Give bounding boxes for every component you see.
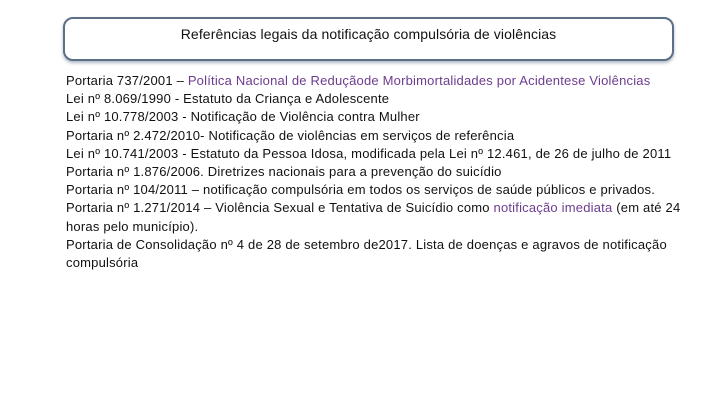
reference-item (66, 90, 691, 108)
reference-text: Lei nº 10.778/2003 - Notificação de Violência contra Mulher (66, 109, 420, 125)
title-box (63, 17, 674, 61)
reference-item (66, 127, 691, 145)
reference-text: Portaria de Consolidação nº 4 de 28 de setembro de2017. Lista de doenças e agravos de notificação compulsória (66, 236, 667, 271)
reference-text: Portaria nº 104/2011 – notificação compulsória em todos os serviços de saúde públicos e privados. (66, 182, 656, 198)
reference-suffix: (em até 24 horas pelo município). (66, 200, 681, 234)
reference-item (66, 236, 691, 272)
reference-item (66, 72, 691, 90)
reference-highlight: notificação imediata (493, 200, 613, 216)
page-title: Referências legais da notificação compulsória de violências (180, 26, 557, 42)
reference-text: Lei nº 8.069/1990 - Estatuto da Criança e Adolescente (66, 91, 390, 107)
reference-item (66, 108, 691, 126)
reference-text: Portaria 737/2001 – (66, 73, 188, 88)
reference-item (66, 163, 691, 181)
reference-item (66, 199, 691, 235)
reference-text: Portaria nº 1.271/2014 – Violência Sexual e Tentativa de Suicídio como (66, 200, 494, 216)
reference-text: Lei nº 10.741/2003 - Estatuto da Pessoa Idosa, modificada pela Lei nº 12.461, de 26 de julho de 2011 (66, 145, 672, 161)
legal-references-list (66, 72, 691, 272)
reference-text: Portaria nº 1.876/2006. Diretrizes nacionais para a prevenção do suicídio (66, 164, 502, 180)
reference-item (66, 145, 691, 163)
reference-text: Portaria nº 2.472/2010- Notificação de violências em serviços de referência (66, 127, 515, 143)
reference-item (66, 181, 691, 199)
reference-highlight: Política Nacional de Reduçãode Morbimortalidades por Acidentese Violências (187, 73, 651, 88)
